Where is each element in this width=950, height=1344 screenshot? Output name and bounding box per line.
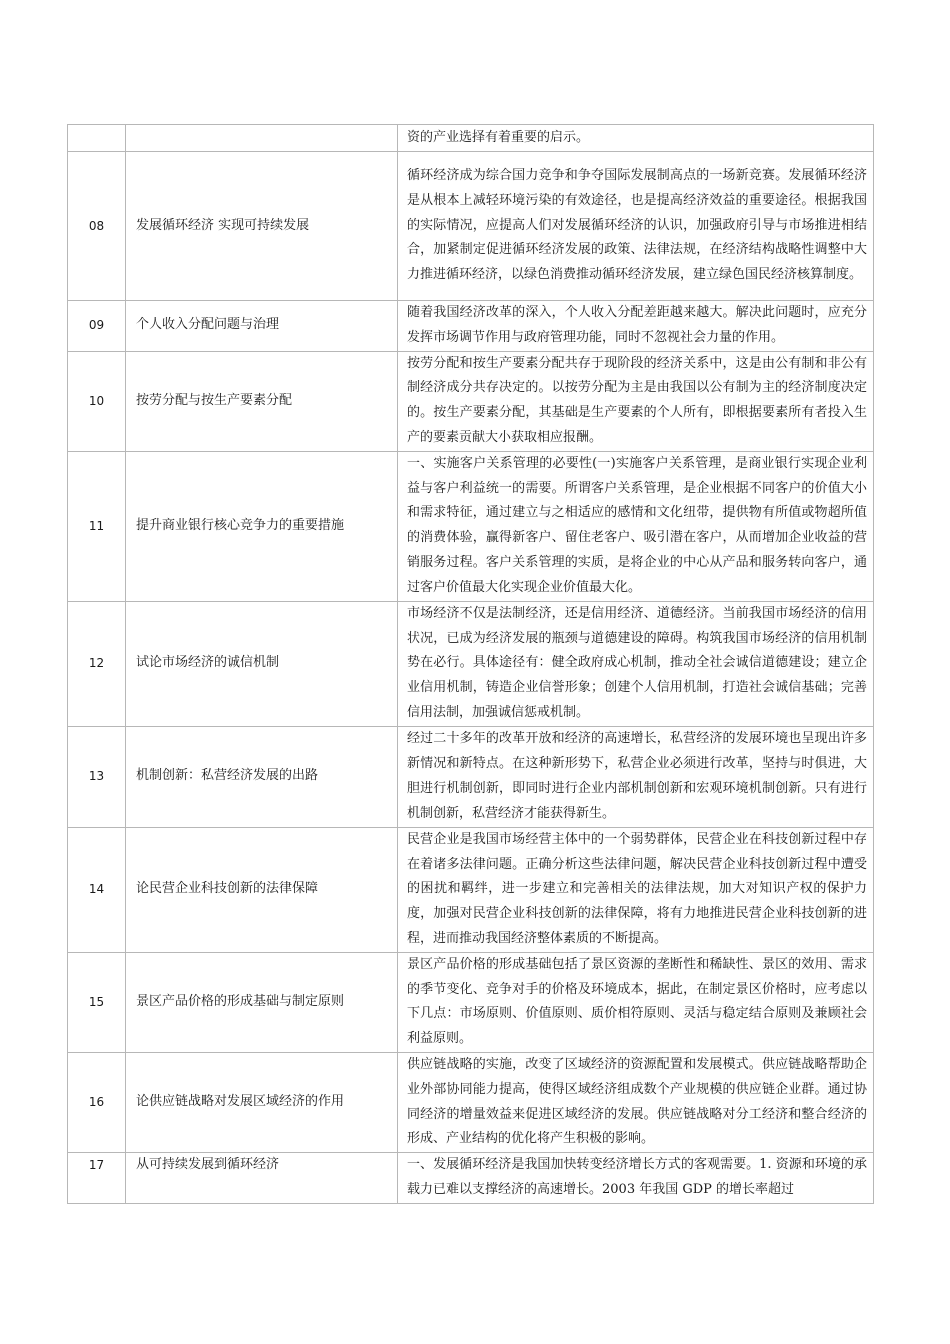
table-row (68, 351, 874, 451)
row-title: 提升商业银行核心竞争力的重要措施 (126, 451, 398, 601)
row-number: 09 (68, 301, 126, 352)
row-abstract: 按劳分配和按生产要素分配共存于现阶段的经济关系中，这是由公有制和非公有制经济成分共存决定的。以按劳分配为主是由我国以公有制为主的经济制度决定的。按生产要素分配，其基础是生产要素的个人所有，即根据要素所有者投入生产的要素贡献大小获取相应报酬。 (398, 351, 874, 451)
row-abstract: 市场经济不仅是法制经济，还是信用经济、道德经济。当前我国市场经济的信用状况，已成为经济发展的瓶颈与道德建设的障碍。构筑我国市场经济的信用机制势在必行。具体途径有：健全政府成心机制，推动全社会诚信道德建设；建立企业信用机制，铸造企业信誉形象；创建个人信用机制，打造社会诚信基础；完善信用法制，加强诚信惩戒机制。 (398, 601, 874, 726)
row-number: 17 (68, 1153, 126, 1204)
row-title: 发展循环经济 实现可持续发展 (126, 152, 398, 301)
row-number (68, 125, 126, 152)
row-number: 14 (68, 827, 126, 952)
row-abstract: 一、实施客户关系管理的必要性(一)实施客户关系管理，是商业银行实现企业利益与客户利益统一的需要。所谓客户关系管理，是企业根据不同客户的价值大小和需求特征，通过建立与之相适应的感情和文化纽带，提供物有所值或物超所值的消费体验，赢得新客户、留住老客户、吸引潜在客户，从而增加企业收益的营销服务过程。客户关系管理的实质，是将企业的中心从产品和服务转向客户，通过客户价值最大化实现企业价值最大化。 (398, 451, 874, 601)
table-row (68, 726, 874, 827)
row-number: 11 (68, 451, 126, 601)
row-title: 按劳分配与按生产要素分配 (126, 351, 398, 451)
row-title: 景区产品价格的形成基础与制定原则 (126, 952, 398, 1052)
row-number: 08 (68, 152, 126, 301)
row-abstract: 经过二十多年的改革开放和经济的高速增长，私营经济的发展环境也呈现出许多新情况和新特点。在这种新形势下，私营企业必须进行改革，坚持与时俱进，大胆进行机制创新，即同时进行企业内部机制创新和宏观环境机制创新。只有进行机制创新，私营经济才能获得新生。 (398, 726, 874, 827)
row-title: 个人收入分配问题与治理 (126, 301, 398, 352)
row-abstract: 景区产品价格的形成基础包括了景区资源的垄断性和稀缺性、景区的效用、需求的季节变化、竞争对手的价格及环境成本，据此，在制定景区价格时，应考虑以下几点：市场原则、价值原则、质价相符原则、灵活与稳定结合原则及兼顾社会利益原则。 (398, 952, 874, 1052)
row-abstract: 资的产业选择有着重要的启示。 (398, 125, 874, 152)
row-title: 论民营企业科技创新的法律保障 (126, 827, 398, 952)
table-row (68, 601, 874, 726)
row-number: 16 (68, 1052, 126, 1152)
table-row (68, 451, 874, 601)
table-row (68, 125, 874, 152)
table-row (68, 301, 874, 352)
table-row (68, 152, 874, 301)
row-abstract: 供应链战略的实施，改变了区域经济的资源配置和发展模式。供应链战略帮助企业外部协同能力提高，使得区域经济组成数个产业规模的供应链企业群。通过协同经济的增量效益来促进区域经济的发展。供应链战略对分工经济和整合经济的形成、产业结构的优化将产生积极的影响。 (398, 1052, 874, 1152)
table-row (68, 1052, 874, 1152)
row-title: 论供应链战略对发展区域经济的作用 (126, 1052, 398, 1152)
row-title (126, 125, 398, 152)
row-abstract: 随着我国经济改革的深入，个人收入分配差距越来越大。解决此问题时，应充分发挥市场调节作用与政府管理功能，同时不忽视社会力量的作用。 (398, 301, 874, 352)
table-row (68, 952, 874, 1052)
row-title: 试论市场经济的诚信机制 (126, 601, 398, 726)
row-number: 12 (68, 601, 126, 726)
row-abstract: 一、发展循环经济是我国加快转变经济增长方式的客观需要。1. 资源和环境的承载力已难以支撑经济的高速增长。2003 年我国 GDP 的增长率超过 (398, 1153, 874, 1204)
row-number: 10 (68, 351, 126, 451)
table-row (68, 827, 874, 952)
row-number: 15 (68, 952, 126, 1052)
topics-table (67, 124, 874, 1204)
table-row (68, 1153, 874, 1204)
row-abstract: 民营企业是我国市场经营主体中的一个弱势群体，民营企业在科技创新过程中存在着诸多法律问题。正确分析这些法律问题，解决民营企业科技创新过程中遭受的困扰和羁绊，进一步建立和完善相关的法律法规，加大对知识产权的保护力度，加强对民营企业科技创新的法律保障，将有力地推进民营企业科技创新的进程，进而推动我国经济整体素质的不断提高。 (398, 827, 874, 952)
row-title: 从可持续发展到循环经济 (126, 1153, 398, 1204)
row-abstract: 循环经济成为综合国力竞争和争夺国际发展制高点的一场新竞赛。发展循环经济是从根本上减轻环境污染的有效途径，也是提高经济效益的重要途径。根据我国的实际情况，应提高人们对发展循环经济的认识，加强政府引导与市场推进相结合，加紧制定促进循环经济发展的政策、法律法规，在经济结构战略性调整中大力推进循环经济，以绿色消费推动循环经济发展，建立绿色国民经济核算制度。 (398, 152, 874, 301)
row-title: 机制创新：私营经济发展的出路 (126, 726, 398, 827)
row-number: 13 (68, 726, 126, 827)
